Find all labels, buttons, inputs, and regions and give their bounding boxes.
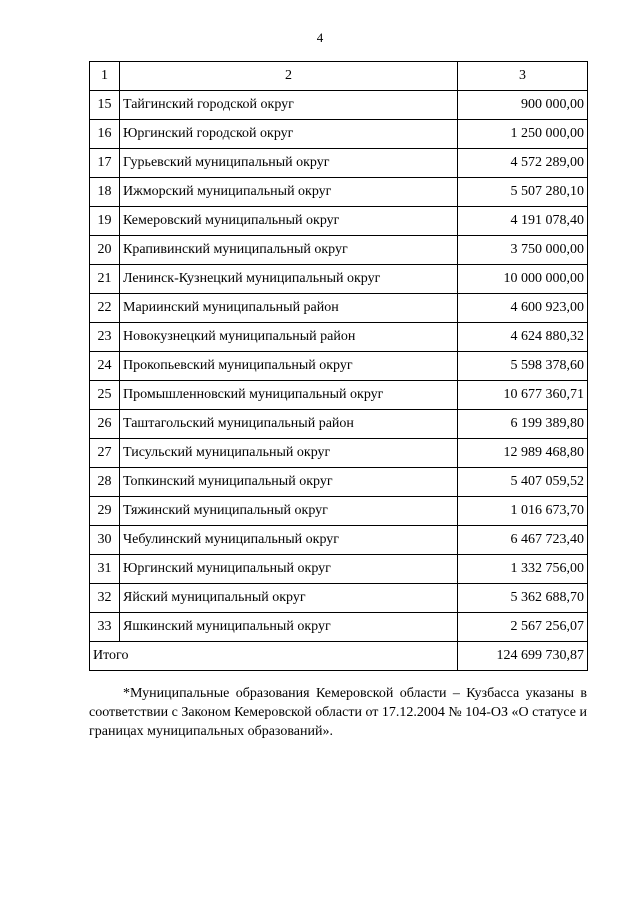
municipality-name: Топкинский муниципальный округ bbox=[120, 468, 458, 497]
amount: 4 600 923,00 bbox=[458, 294, 588, 323]
amount: 12 989 468,80 bbox=[458, 439, 588, 468]
row-number: 29 bbox=[90, 497, 120, 526]
municipality-name: Прокопьевский муниципальный округ bbox=[120, 352, 458, 381]
footnote: *Муниципальные образования Кемеровской области – Кузбасса указаны в соответствии с Законом Кемеровской области от 17.12.2004 № 104-ОЗ «О статусе и границах муниципальных образований». bbox=[89, 686, 588, 739]
table-row bbox=[90, 497, 588, 526]
total-amount: 124 699 730,87 bbox=[458, 642, 588, 671]
municipality-name: Юргинский городской округ bbox=[120, 120, 458, 149]
header-cell-3: 3 bbox=[458, 62, 588, 91]
row-number: 16 bbox=[90, 120, 120, 149]
row-number: 17 bbox=[90, 149, 120, 178]
amount: 1 332 756,00 bbox=[458, 555, 588, 584]
table-row bbox=[90, 439, 588, 468]
table-row bbox=[90, 555, 588, 584]
row-number: 28 bbox=[90, 468, 120, 497]
row-number: 33 bbox=[90, 613, 120, 642]
municipality-name: Тайгинский городской округ bbox=[120, 91, 458, 120]
table-body bbox=[90, 62, 588, 671]
table-row bbox=[90, 294, 588, 323]
row-number: 32 bbox=[90, 584, 120, 613]
row-number: 26 bbox=[90, 410, 120, 439]
table-row bbox=[90, 381, 588, 410]
table-row bbox=[90, 178, 588, 207]
table-row bbox=[90, 265, 588, 294]
municipality-name: Гурьевский муниципальный округ bbox=[120, 149, 458, 178]
amount: 3 750 000,00 bbox=[458, 236, 588, 265]
municipality-name: Кемеровский муниципальный округ bbox=[120, 207, 458, 236]
amount: 4 572 289,00 bbox=[458, 149, 588, 178]
table-row bbox=[90, 120, 588, 149]
table-row bbox=[90, 323, 588, 352]
amount: 5 507 280,10 bbox=[458, 178, 588, 207]
amount: 5 598 378,60 bbox=[458, 352, 588, 381]
municipality-name: Яшкинский муниципальный округ bbox=[120, 613, 458, 642]
municipality-name: Тяжинский муниципальный округ bbox=[120, 497, 458, 526]
amount: 900 000,00 bbox=[458, 91, 588, 120]
row-number: 24 bbox=[90, 352, 120, 381]
municipality-name: Таштагольский муниципальный район bbox=[120, 410, 458, 439]
municipality-name: Новокузнецкий муниципальный район bbox=[120, 323, 458, 352]
row-number: 31 bbox=[90, 555, 120, 584]
row-number: 30 bbox=[90, 526, 120, 555]
table-row bbox=[90, 584, 588, 613]
table-row bbox=[90, 149, 588, 178]
row-number: 23 bbox=[90, 323, 120, 352]
table-row bbox=[90, 352, 588, 381]
row-number: 19 bbox=[90, 207, 120, 236]
amount: 1 250 000,00 bbox=[458, 120, 588, 149]
amount: 10 000 000,00 bbox=[458, 265, 588, 294]
municipality-name: Тисульский муниципальный округ bbox=[120, 439, 458, 468]
municipality-name: Чебулинский муниципальный округ bbox=[120, 526, 458, 555]
row-number: 20 bbox=[90, 236, 120, 265]
municipality-name: Яйский муниципальный округ bbox=[120, 584, 458, 613]
row-number: 22 bbox=[90, 294, 120, 323]
amount: 5 407 059,52 bbox=[458, 468, 588, 497]
amount: 5 362 688,70 bbox=[458, 584, 588, 613]
row-number: 18 bbox=[90, 178, 120, 207]
row-number: 21 bbox=[90, 265, 120, 294]
table-row bbox=[90, 410, 588, 439]
amount: 1 016 673,70 bbox=[458, 497, 588, 526]
distribution-table bbox=[89, 61, 588, 671]
municipality-name: Ленинск-Кузнецкий муниципальный округ bbox=[120, 265, 458, 294]
table-row bbox=[90, 526, 588, 555]
header-cell-1: 1 bbox=[90, 62, 120, 91]
page-number: 4 bbox=[316, 30, 324, 45]
amount: 4 191 078,40 bbox=[458, 207, 588, 236]
municipality-name: Мариинский муниципальный район bbox=[120, 294, 458, 323]
table-row bbox=[90, 613, 588, 642]
municipality-name: Промышленновский муниципальный округ bbox=[120, 381, 458, 410]
table-row bbox=[90, 236, 588, 265]
table-row bbox=[90, 207, 588, 236]
row-number: 27 bbox=[90, 439, 120, 468]
table-row bbox=[90, 468, 588, 497]
amount: 10 677 360,71 bbox=[458, 381, 588, 410]
row-number: 25 bbox=[90, 381, 120, 410]
row-number: 15 bbox=[90, 91, 120, 120]
amount: 4 624 880,32 bbox=[458, 323, 588, 352]
table-row bbox=[90, 91, 588, 120]
total-row bbox=[90, 642, 588, 671]
header-cell-2: 2 bbox=[120, 62, 458, 91]
municipality-name: Крапивинский муниципальный округ bbox=[120, 236, 458, 265]
amount: 6 199 389,80 bbox=[458, 410, 588, 439]
municipality-name: Юргинский муниципальный округ bbox=[120, 555, 458, 584]
total-label: Итого bbox=[90, 642, 458, 671]
table-header-row bbox=[90, 62, 588, 91]
amount: 2 567 256,07 bbox=[458, 613, 588, 642]
amount: 6 467 723,40 bbox=[458, 526, 588, 555]
municipality-name: Ижморский муниципальный округ bbox=[120, 178, 458, 207]
